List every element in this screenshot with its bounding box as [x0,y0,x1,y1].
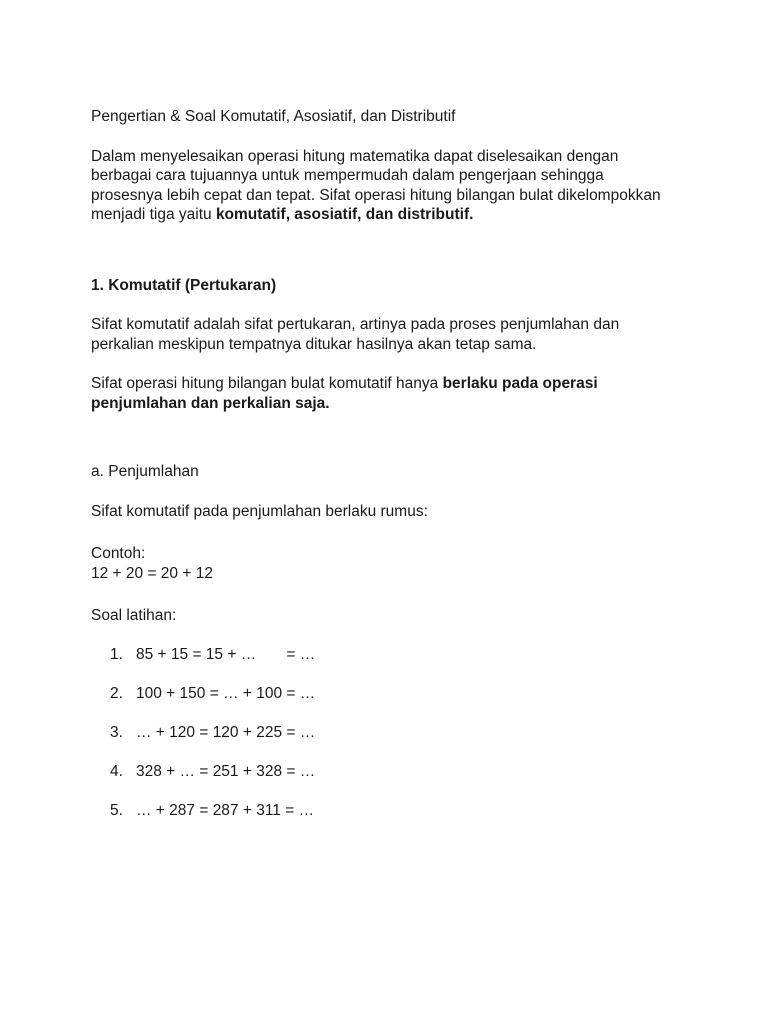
soal-latihan-label: Soal latihan: [91,607,177,624]
contoh-block [91,544,691,583]
exercise-text: 328 + … = 251 + 328 = … [136,762,316,780]
exercise-item [91,723,691,743]
intro-text: Dalam menyelesaikan operasi hitung matematika dapat diselesaikan dengan berbagai cara tujuannya untuk mempermudah dalam pengerjaan sehingga prosesnya lebih cepat dan tepat. Sifat operasi hitung bilangan bulat dikelompokkan menjadi tiga yaitu [91,147,661,223]
exercise-item [91,645,691,665]
exercise-item [91,684,691,704]
exercise-item [91,762,691,782]
intro-paragraph [91,147,661,225]
exercise-number: 2. [110,684,123,702]
operations-bold-text: berlaku pada operasi penjumlahan dan perkalian saja. [91,375,598,412]
exercise-number: 4. [110,762,123,780]
intro-bold-text: komutatif, asosiatif, dan distributif. [215,206,474,223]
exercise-text: … + 287 = 287 + 311 = … [136,801,315,819]
section-heading-komutatif: 1. Komutatif (Pertukaran) [91,276,277,294]
exercise-text: … + 120 = 120 + 225 = … [136,723,316,741]
exercise-list [91,645,691,821]
document-page [91,107,691,840]
exercise-text: 85 + 15 = 15 + … = … [136,645,316,663]
contoh-value: 12 + 20 = 20 + 12 [91,564,213,582]
operations-text: Sifat operasi hitung bilangan bulat komutatif hanya [91,375,443,392]
exercise-number: 1. [110,645,123,663]
exercise-number: 3. [110,723,123,741]
document-title: Pengertian & Soal Komutatif, Asosiatif, dan Distributif [91,108,456,125]
subsection-heading-penjumlahan: a. Penjumlahan [91,463,199,480]
exercise-item [91,801,691,821]
komutatif-definition: Sifat komutatif adalah sifat pertukaran, artinya pada proses penjumlahan dan perkalian meskipun tempatnya ditukar hasilnya akan tetap sama. [91,316,620,353]
exercise-number: 5. [110,801,123,819]
contoh-label: Contoh: [91,545,146,562]
rumus-paragraph: Sifat komutatif pada penjumlahan berlaku rumus: [91,502,428,520]
exercise-text: 100 + 150 = … + 100 = … [136,684,316,702]
komutatif-operations-paragraph [91,374,651,413]
